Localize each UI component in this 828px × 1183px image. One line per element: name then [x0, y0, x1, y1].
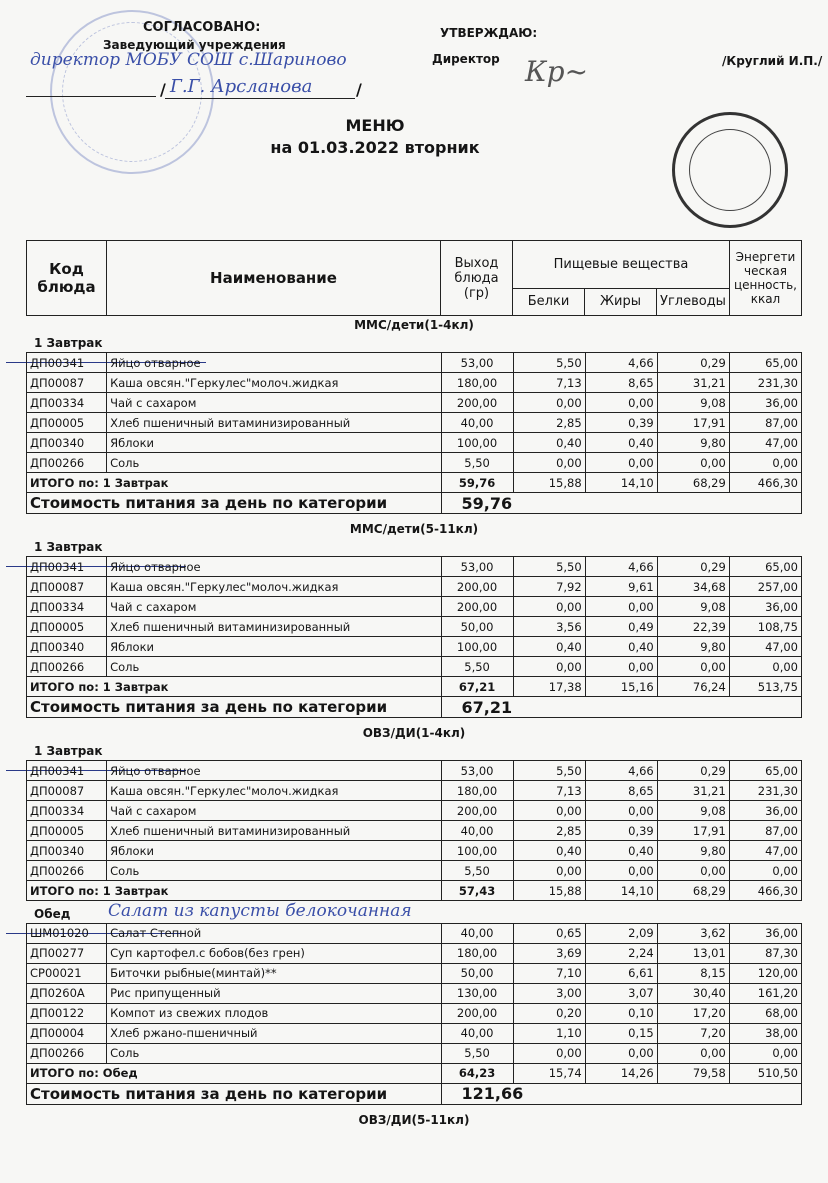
total-fat: 14,26	[585, 1063, 657, 1083]
dish-yield: 180,00	[441, 373, 513, 393]
dish-carbs: 22,39	[657, 617, 729, 637]
total-protein: 17,38	[513, 677, 585, 697]
table-row	[27, 943, 802, 963]
dish-name: Компот из свежих плодов	[107, 1003, 441, 1023]
dish-yield: 100,00	[441, 841, 513, 861]
signature-slash: /	[160, 80, 166, 99]
meal-title: Обед	[34, 906, 71, 921]
dish-name: Хлеб пшеничный витаминизированный	[107, 617, 441, 637]
cost-value: 67,21	[441, 697, 801, 718]
dish-yield: 5,50	[441, 657, 513, 677]
dish-protein: 0,00	[513, 453, 585, 473]
dish-yield: 40,00	[441, 821, 513, 841]
dish-yield: 100,00	[441, 433, 513, 453]
dish-fat: 0,00	[585, 1043, 657, 1063]
dish-protein: 0,00	[513, 393, 585, 413]
cost-value: 59,76	[441, 493, 801, 514]
header-carbs: Углеводы	[657, 288, 730, 315]
dish-carbs: 13,01	[657, 943, 729, 963]
approved-label: СОГЛАСОВАНО:	[143, 20, 261, 35]
dish-yield: 200,00	[441, 597, 513, 617]
header-energy: Энергети ческая ценность, ккал	[729, 241, 801, 316]
total-label: ИТОГО по: 1 Завтрак	[27, 881, 442, 901]
dish-yield: 200,00	[441, 393, 513, 413]
table-row	[27, 801, 802, 821]
dish-protein: 0,00	[513, 657, 585, 677]
dish-carbs: 34,68	[657, 577, 729, 597]
dish-carbs: 31,21	[657, 781, 729, 801]
dish-code: ДП00004	[27, 1023, 107, 1043]
dish-code: ДП00005	[27, 821, 107, 841]
dish-fat: 0,10	[585, 1003, 657, 1023]
dish-fat: 2,09	[585, 923, 657, 943]
dish-code: ДП00266	[27, 1043, 107, 1063]
total-carbs: 68,29	[657, 881, 729, 901]
dish-protein: 7,13	[513, 373, 585, 393]
dish-fat: 0,00	[585, 393, 657, 413]
handwritten-name: Г.Г. Арсланова	[170, 76, 313, 97]
left-position-label: Заведующий учреждения	[103, 38, 286, 52]
dish-carbs: 0,00	[657, 453, 729, 473]
dish-carbs: 31,21	[657, 373, 729, 393]
dish-yield: 180,00	[441, 781, 513, 801]
dish-protein: 2,85	[513, 821, 585, 841]
table-row	[27, 617, 802, 637]
meal-table	[26, 760, 802, 901]
dish-carbs: 9,08	[657, 393, 729, 413]
dish-energy: 231,30	[729, 781, 801, 801]
meal-table	[26, 352, 802, 514]
dish-yield: 40,00	[441, 923, 513, 943]
dish-name: Яйцо отварное	[107, 557, 441, 577]
dish-energy: 68,00	[729, 1003, 801, 1023]
meal-title: 1 Завтрак	[34, 540, 103, 555]
dish-code: ДП00277	[27, 943, 107, 963]
total-carbs: 76,24	[657, 677, 729, 697]
dish-protein: 0,65	[513, 923, 585, 943]
header-name: Наименование	[107, 241, 441, 316]
table-row	[27, 1043, 802, 1063]
dish-yield: 180,00	[441, 943, 513, 963]
dish-carbs: 9,80	[657, 841, 729, 861]
table-row	[27, 557, 802, 577]
category-title: ОВЗ/ДИ(5-11кл)	[358, 1113, 470, 1128]
dish-carbs: 30,40	[657, 983, 729, 1003]
dish-code: ДП00087	[27, 781, 107, 801]
approve-label: УТВЕРЖДАЮ:	[440, 26, 538, 40]
dish-name: Хлеб пшеничный витаминизированный	[107, 821, 441, 841]
header-yield: Выход блюда (гр)	[441, 241, 513, 316]
dish-yield: 40,00	[441, 1023, 513, 1043]
total-row	[27, 473, 802, 493]
total-carbs: 68,29	[657, 473, 729, 493]
category-title: ММС/дети(1-4кл)	[354, 318, 474, 332]
dish-code: ДП00334	[27, 597, 107, 617]
dish-energy: 0,00	[729, 453, 801, 473]
table-row	[27, 353, 802, 373]
dish-fat: 9,61	[585, 577, 657, 597]
dish-name: Биточки рыбные(минтай)**	[107, 963, 441, 983]
dish-name: Яйцо отварное	[107, 353, 441, 373]
dish-name: Каша овсян."Геркулес"молоч.жидкая	[107, 577, 441, 597]
dish-name: Соль	[107, 1043, 441, 1063]
table-row	[27, 861, 802, 881]
meal-title: 1 Завтрак	[34, 336, 103, 350]
dish-fat: 6,61	[585, 963, 657, 983]
total-carbs: 79,58	[657, 1063, 729, 1083]
dish-name: Чай с сахаром	[107, 801, 441, 821]
cost-label: Стоимость питания за день по категории	[27, 493, 442, 514]
dish-fat: 4,66	[585, 353, 657, 373]
dish-code: ДП00087	[27, 577, 107, 597]
signature-line-left	[26, 96, 156, 97]
dish-energy: 36,00	[729, 597, 801, 617]
dish-energy: 65,00	[729, 353, 801, 373]
dish-protein: 5,50	[513, 353, 585, 373]
meal-table	[26, 556, 802, 718]
dish-fat: 0,40	[585, 841, 657, 861]
dish-carbs: 0,29	[657, 557, 729, 577]
dish-energy: 65,00	[729, 761, 801, 781]
dish-energy: 47,00	[729, 433, 801, 453]
dish-name: Яблоки	[107, 637, 441, 657]
dish-fat: 0,40	[585, 433, 657, 453]
dish-protein: 3,69	[513, 943, 585, 963]
table-row	[27, 597, 802, 617]
table-row	[27, 453, 802, 473]
dish-yield: 53,00	[441, 353, 513, 373]
dish-energy: 65,00	[729, 557, 801, 577]
dish-code: ДП0260А	[27, 983, 107, 1003]
total-label: ИТОГО по: 1 Завтрак	[27, 677, 442, 697]
dish-yield: 200,00	[441, 577, 513, 597]
table-row	[27, 761, 802, 781]
total-protein: 15,74	[513, 1063, 585, 1083]
dish-fat: 0,15	[585, 1023, 657, 1043]
dish-name: Хлеб ржано-пшеничный	[107, 1023, 441, 1043]
page-subtitle: на 01.03.2022 вторник	[270, 138, 480, 157]
total-protein: 15,88	[513, 881, 585, 901]
dish-yield: 53,00	[441, 761, 513, 781]
dish-yield: 5,50	[441, 861, 513, 881]
dish-protein: 0,40	[513, 637, 585, 657]
dish-fat: 0,49	[585, 617, 657, 637]
total-yield: 57,43	[441, 881, 513, 901]
dish-code: ДП00334	[27, 393, 107, 413]
dish-carbs: 9,08	[657, 801, 729, 821]
handwritten-position: директор МОБУ СОШ с.Шариново	[30, 50, 347, 70]
dish-fat: 4,66	[585, 761, 657, 781]
total-row	[27, 881, 802, 901]
dish-protein: 1,10	[513, 1023, 585, 1043]
table-row	[27, 393, 802, 413]
dish-protein: 0,00	[513, 1043, 585, 1063]
dish-code: ДП00087	[27, 373, 107, 393]
table-row	[27, 373, 802, 393]
total-label: ИТОГО по: 1 Завтрак	[27, 473, 442, 493]
dish-yield: 50,00	[441, 617, 513, 637]
dish-code: ДП00341	[27, 557, 107, 577]
table-row	[27, 637, 802, 657]
dish-yield: 200,00	[441, 801, 513, 821]
cost-label: Стоимость питания за день по категории	[27, 697, 442, 718]
dish-name: Яйцо отварное	[107, 761, 441, 781]
dish-yield: 40,00	[441, 413, 513, 433]
total-fat: 15,16	[585, 677, 657, 697]
header-protein: Белки	[513, 288, 585, 315]
dish-carbs: 0,00	[657, 1043, 729, 1063]
dish-energy: 47,00	[729, 841, 801, 861]
table-row	[27, 963, 802, 983]
dish-energy: 36,00	[729, 923, 801, 943]
dish-fat: 0,39	[585, 413, 657, 433]
dish-name: Каша овсян."Геркулес"молоч.жидкая	[107, 373, 441, 393]
dish-fat: 0,39	[585, 821, 657, 841]
dish-energy: 87,00	[729, 413, 801, 433]
total-row	[27, 1063, 802, 1083]
table-row	[27, 781, 802, 801]
dish-energy: 0,00	[729, 861, 801, 881]
dish-fat: 0,00	[585, 861, 657, 881]
dish-code: ДП00266	[27, 453, 107, 473]
dish-carbs: 9,80	[657, 433, 729, 453]
total-fat: 14,10	[585, 881, 657, 901]
dish-protein: 5,50	[513, 761, 585, 781]
header-code: Код блюда	[27, 241, 107, 316]
dish-energy: 257,00	[729, 577, 801, 597]
dish-yield: 5,50	[441, 1043, 513, 1063]
dish-fat: 3,07	[585, 983, 657, 1003]
director-signature: Кр~	[525, 55, 589, 88]
dish-yield: 200,00	[441, 1003, 513, 1023]
dish-energy: 0,00	[729, 657, 801, 677]
dish-code: ДП00005	[27, 617, 107, 637]
dish-carbs: 7,20	[657, 1023, 729, 1043]
table-row	[27, 657, 802, 677]
dish-name: Рис припущенный	[107, 983, 441, 1003]
table-row	[27, 1023, 802, 1043]
dish-protein: 0,40	[513, 841, 585, 861]
dish-energy: 108,75	[729, 617, 801, 637]
cost-value: 121,66	[441, 1083, 801, 1104]
meal-table	[26, 923, 802, 1105]
dish-code: ДП00340	[27, 841, 107, 861]
dish-energy: 36,00	[729, 801, 801, 821]
header-fat: Жиры	[585, 288, 657, 315]
dish-name: Чай с сахаром	[107, 597, 441, 617]
total-label: ИТОГО по: Обед	[27, 1063, 442, 1083]
dish-code: ДП00341	[27, 353, 107, 373]
total-energy: 513,75	[729, 677, 801, 697]
dish-carbs: 17,20	[657, 1003, 729, 1023]
total-yield: 64,23	[441, 1063, 513, 1083]
dish-energy: 47,00	[729, 637, 801, 657]
total-row	[27, 677, 802, 697]
cost-row	[27, 697, 802, 718]
dish-fat: 0,00	[585, 453, 657, 473]
dish-yield: 5,50	[441, 453, 513, 473]
dish-name: Яблоки	[107, 433, 441, 453]
dish-carbs: 0,00	[657, 861, 729, 881]
total-energy: 466,30	[729, 473, 801, 493]
dish-code: ДП00340	[27, 637, 107, 657]
dish-fat: 8,65	[585, 373, 657, 393]
table-row	[27, 413, 802, 433]
dish-code: ДП00266	[27, 657, 107, 677]
dish-fat: 2,24	[585, 943, 657, 963]
dish-code: СР00021	[27, 963, 107, 983]
dish-carbs: 3,62	[657, 923, 729, 943]
table-row	[27, 983, 802, 1003]
dish-protein: 3,56	[513, 617, 585, 637]
table-row	[27, 923, 802, 943]
dish-energy: 36,00	[729, 393, 801, 413]
dish-yield: 130,00	[441, 983, 513, 1003]
total-protein: 15,88	[513, 473, 585, 493]
director-name: /Круглий И.П./	[722, 54, 823, 68]
total-energy: 466,30	[729, 881, 801, 901]
dish-energy: 87,00	[729, 821, 801, 841]
dish-yield: 50,00	[441, 963, 513, 983]
dish-carbs: 0,00	[657, 657, 729, 677]
official-seal	[672, 112, 788, 228]
handwritten-note: Салат из капусты белокочанная	[108, 900, 412, 921]
dish-carbs: 9,80	[657, 637, 729, 657]
table-row	[27, 1003, 802, 1023]
dish-name: Яблоки	[107, 841, 441, 861]
dish-protein: 7,13	[513, 781, 585, 801]
table-row	[27, 841, 802, 861]
dish-code: ДП00005	[27, 413, 107, 433]
dish-name: Соль	[107, 861, 441, 881]
category-title: ОВЗ/ДИ(1-4кл)	[362, 726, 466, 741]
dish-fat: 0,00	[585, 801, 657, 821]
dish-fat: 4,66	[585, 557, 657, 577]
page-title: МЕНЮ	[345, 116, 405, 135]
dish-name: Чай с сахаром	[107, 393, 441, 413]
dish-yield: 53,00	[441, 557, 513, 577]
dish-energy: 38,00	[729, 1023, 801, 1043]
dish-fat: 0,00	[585, 597, 657, 617]
total-yield: 59,76	[441, 473, 513, 493]
dish-name: Соль	[107, 453, 441, 473]
dish-carbs: 9,08	[657, 597, 729, 617]
dish-protein: 0,00	[513, 801, 585, 821]
meal-title: 1 Завтрак	[34, 744, 103, 759]
dish-protein: 0,00	[513, 861, 585, 881]
director-label: Директор	[432, 52, 500, 66]
dish-carbs: 17,91	[657, 821, 729, 841]
dish-code: ДП00341	[27, 761, 107, 781]
column-header-table	[26, 240, 802, 316]
dish-fat: 0,40	[585, 637, 657, 657]
dish-code: ШМ01020	[27, 923, 107, 943]
dish-name: Салат Степной	[107, 923, 441, 943]
dish-protein: 7,10	[513, 963, 585, 983]
dish-name: Суп картофел.с бобов(без грен)	[107, 943, 441, 963]
header-nutrients: Пищевые вещества	[513, 241, 730, 289]
dish-protein: 2,85	[513, 413, 585, 433]
dish-protein: 7,92	[513, 577, 585, 597]
dish-energy: 231,30	[729, 373, 801, 393]
signature-slash-end: /	[356, 80, 362, 99]
total-yield: 67,21	[441, 677, 513, 697]
dish-protein: 3,00	[513, 983, 585, 1003]
dish-energy: 87,30	[729, 943, 801, 963]
dish-code: ДП00122	[27, 1003, 107, 1023]
dish-code: ДП00340	[27, 433, 107, 453]
dish-name: Соль	[107, 657, 441, 677]
dish-carbs: 0,29	[657, 353, 729, 373]
dish-energy: 161,20	[729, 983, 801, 1003]
dish-code: ДП00334	[27, 801, 107, 821]
dish-carbs: 17,91	[657, 413, 729, 433]
category-title: ММС/дети(5-11кл)	[349, 522, 479, 537]
signature-line-name	[165, 98, 355, 99]
dish-name: Каша овсян."Геркулес"молоч.жидкая	[107, 781, 441, 801]
dish-carbs: 8,15	[657, 963, 729, 983]
dish-fat: 0,00	[585, 657, 657, 677]
table-row	[27, 821, 802, 841]
dish-name: Хлеб пшеничный витаминизированный	[107, 413, 441, 433]
total-fat: 14,10	[585, 473, 657, 493]
dish-energy: 0,00	[729, 1043, 801, 1063]
dish-protein: 0,20	[513, 1003, 585, 1023]
table-row	[27, 433, 802, 453]
dish-code: ДП00266	[27, 861, 107, 881]
dish-energy: 120,00	[729, 963, 801, 983]
dish-yield: 100,00	[441, 637, 513, 657]
dish-fat: 8,65	[585, 781, 657, 801]
cost-row	[27, 1083, 802, 1104]
cost-row	[27, 493, 802, 514]
dish-carbs: 0,29	[657, 761, 729, 781]
dish-protein: 0,00	[513, 597, 585, 617]
dish-protein: 5,50	[513, 557, 585, 577]
cost-label: Стоимость питания за день по категории	[27, 1083, 442, 1104]
table-row	[27, 577, 802, 597]
dish-protein: 0,40	[513, 433, 585, 453]
total-energy: 510,50	[729, 1063, 801, 1083]
